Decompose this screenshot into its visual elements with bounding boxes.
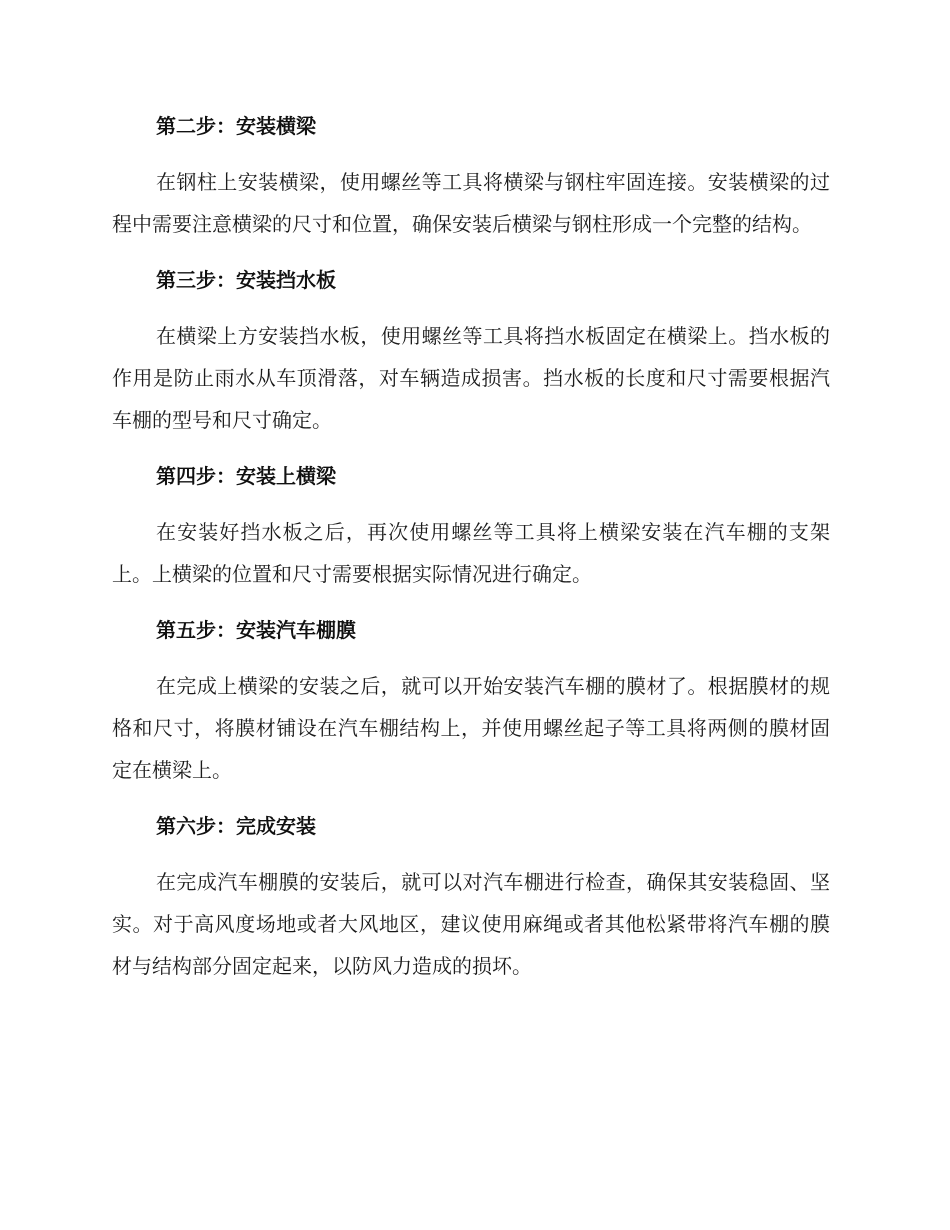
section-step-2 [112, 108, 830, 245]
section-heading: 第五步：安装汽车棚膜 [156, 618, 356, 642]
section-step-4 [112, 458, 830, 595]
section-heading: 第二步：安装横梁 [156, 114, 316, 138]
section-step-6 [112, 808, 830, 987]
section-body: 在完成汽车棚膜的安装后，就可以对汽车棚进行检查，确保其安装稳固、坚实。对于高风度场地或者大风地区，建议使用麻绳或者其他松紧带将汽车棚的膜材与结构部分固定起来，以防风力造成的损坏。 [112, 870, 830, 978]
section-heading: 第六步：完成安装 [156, 814, 316, 838]
section-body: 在横梁上方安装挡水板，使用螺丝等工具将挡水板固定在横梁上。挡水板的作用是防止雨水从车顶滑落，对车辆造成损害。挡水板的长度和尺寸需要根据汽车棚的型号和尺寸确定。 [112, 324, 830, 432]
section-body: 在钢柱上安装横梁，使用螺丝等工具将横梁与钢柱牢固连接。安装横梁的过程中需要注意横梁的尺寸和位置，确保安装后横梁与钢柱形成一个完整的结构。 [112, 170, 830, 236]
section-step-3 [112, 262, 830, 441]
section-step-5 [112, 612, 830, 791]
section-heading: 第四步：安装上横梁 [156, 464, 336, 488]
section-body: 在完成上横梁的安装之后，就可以开始安装汽车棚的膜材了。根据膜材的规格和尺寸，将膜材铺设在汽车棚结构上，并使用螺丝起子等工具将两侧的膜材固定在横梁上。 [112, 674, 830, 782]
section-body: 在安装好挡水板之后，再次使用螺丝等工具将上横梁安装在汽车棚的支架上。上横梁的位置和尺寸需要根据实际情况进行确定。 [112, 520, 830, 586]
section-heading: 第三步：安装挡水板 [156, 268, 336, 292]
